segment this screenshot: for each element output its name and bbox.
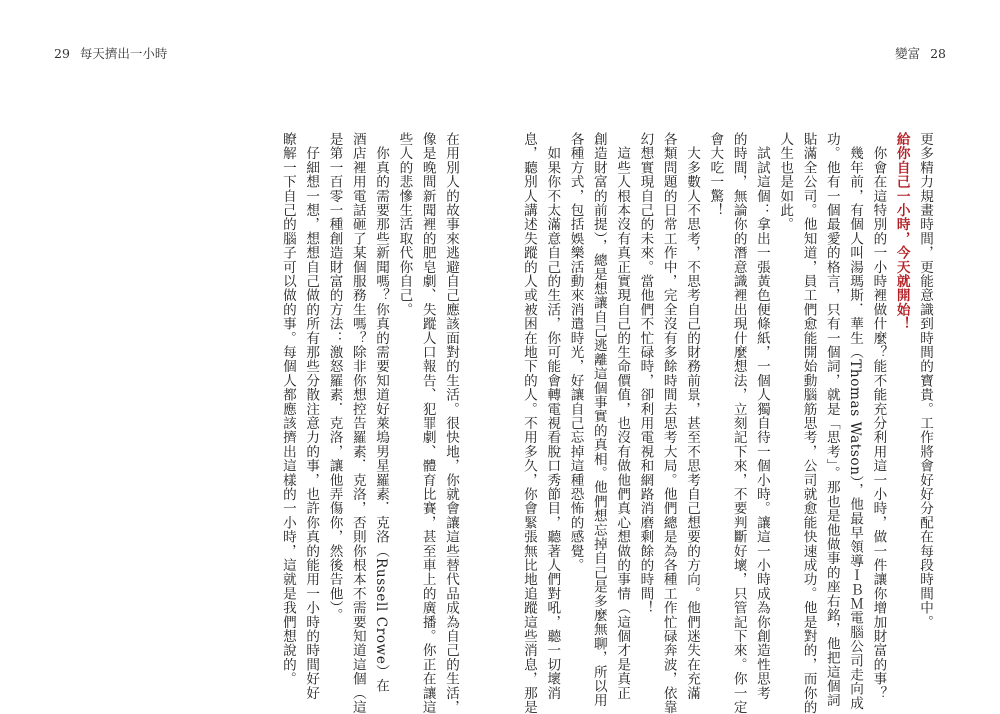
text-line: 各種方式，包括娛樂活動來消遣時光，好讓自己忘掉這種恐怖的感覺。	[567, 132, 584, 573]
text-line: 這些人根本沒有真正實現自己的生命價值，也沒有做他們真心想做的事情（這個才是真正	[614, 132, 631, 700]
text-line: 息，聽別人講述失蹤的人或被困在地下的人。不用多久，你會緊張無比地追蹤這些消息，那是	[520, 132, 537, 714]
text-line: 更多精力規畫時間，更能意識到時間的寶貴。工作將會好好分配在每段時間中。	[917, 132, 933, 629]
section-heading: 給你自己一小時，今天就開始！	[893, 132, 910, 331]
text-line: 功。他有一個最愛的格言，只有一個詞，就是「思考」。那也是他做事的座右銘，他把這個詞	[823, 132, 840, 708]
text-line: 些人的悲慘生活取代你自己。	[396, 132, 413, 317]
text-line: 如果你不太滿意自己的生活，你可能會轉電視看脫口秀節目，聽著人們對吼，聽一切壞消	[544, 132, 561, 700]
text-line: 酒店裡用電話砸了某個服務生嗎？除非你想控告羅素．克洛，否則你根本不需要知道這個（這	[349, 132, 366, 714]
text-line: 瞭解一下自己的腦子可以做的事。每個人都應該擠出這樣的一小時，這就是我們想說的。	[279, 132, 296, 686]
text-line: 貼滿全公司。他知道，員工們愈能開始動腦筋思考，公司就愈能快速成功。他是對的，而你的	[800, 132, 817, 714]
right-running-title: 變富	[895, 46, 921, 61]
right-page-header	[895, 44, 952, 62]
right-page-body	[516, 132, 936, 714]
text-line: 各類問題的日常工作中，完全沒有多餘時間去思考大局。他們總是為各種工作忙碌奔波，依靠	[660, 132, 677, 714]
text-line: 幾年前，有個人叫湯瑪斯．華生（Thomas Watson），他最早領導ＩＢＭ電腦公司走向成	[847, 132, 864, 711]
text-line: 大多數人不思考，不思考自己的財務前景，甚至不思考自己想要的方向。他們迷失在充滿	[684, 132, 701, 700]
left-running-title: 每天擠出一小時	[79, 46, 168, 61]
left-page-number: 29	[54, 46, 70, 61]
text-line: 仔細想一想，想想自己做的所有那些分散注意力的事，也許你真的能用一小時的時間好好	[303, 132, 320, 700]
text-line: 的時間，無論你的潛意識裡出現什麼想法，立刻記下來，不要判斷好壞，只管記下來。你一定	[730, 132, 747, 714]
text-line: 幻想實現自己的未來。當他們不忙碌時，卻利用電視和網路消磨剩餘的時間！	[637, 132, 654, 615]
text-line: 人生也是如此。	[777, 132, 794, 232]
right-page-number: 28	[930, 46, 946, 61]
text-line: 像是晚間新聞裡的肥皂劇、失蹤人口報告、犯罪劇、體育比賽，甚至車上的廣播。你正在讓這	[419, 132, 436, 714]
text-line: 是第一百零一種創造財富的方法：激怒羅素．克洛，讓他弄傷你，然後告他）。	[326, 132, 343, 623]
left-page-header	[48, 44, 167, 62]
text-line: 會大吃一驚！	[707, 132, 724, 218]
text-line: 你真的需要那些新聞嗎？你真的需要知道好萊塢男星羅素．克洛（Russell Crowe）在	[373, 132, 390, 693]
left-page-body	[222, 132, 462, 714]
text-line: 你會在這特別的一小時裡做什麼？能不能充分利用這一小時，做一件讓你增加財富的事？	[870, 132, 887, 700]
text-line: 試試這個：拿出一張黃色便條紙，一個人獨自待一個小時。讓這一小時成為你創造性思考	[753, 132, 770, 700]
text-line: 在用別人的故事來逃避自己應該面對的生活。很快地，你就會讓這些替代品成為自己的生活，	[443, 132, 459, 714]
text-line: 創造財富的前提），總是想讓自己逃離這個事實的真相。他們想忘掉自己是多麼無聊，所以用	[590, 132, 607, 708]
